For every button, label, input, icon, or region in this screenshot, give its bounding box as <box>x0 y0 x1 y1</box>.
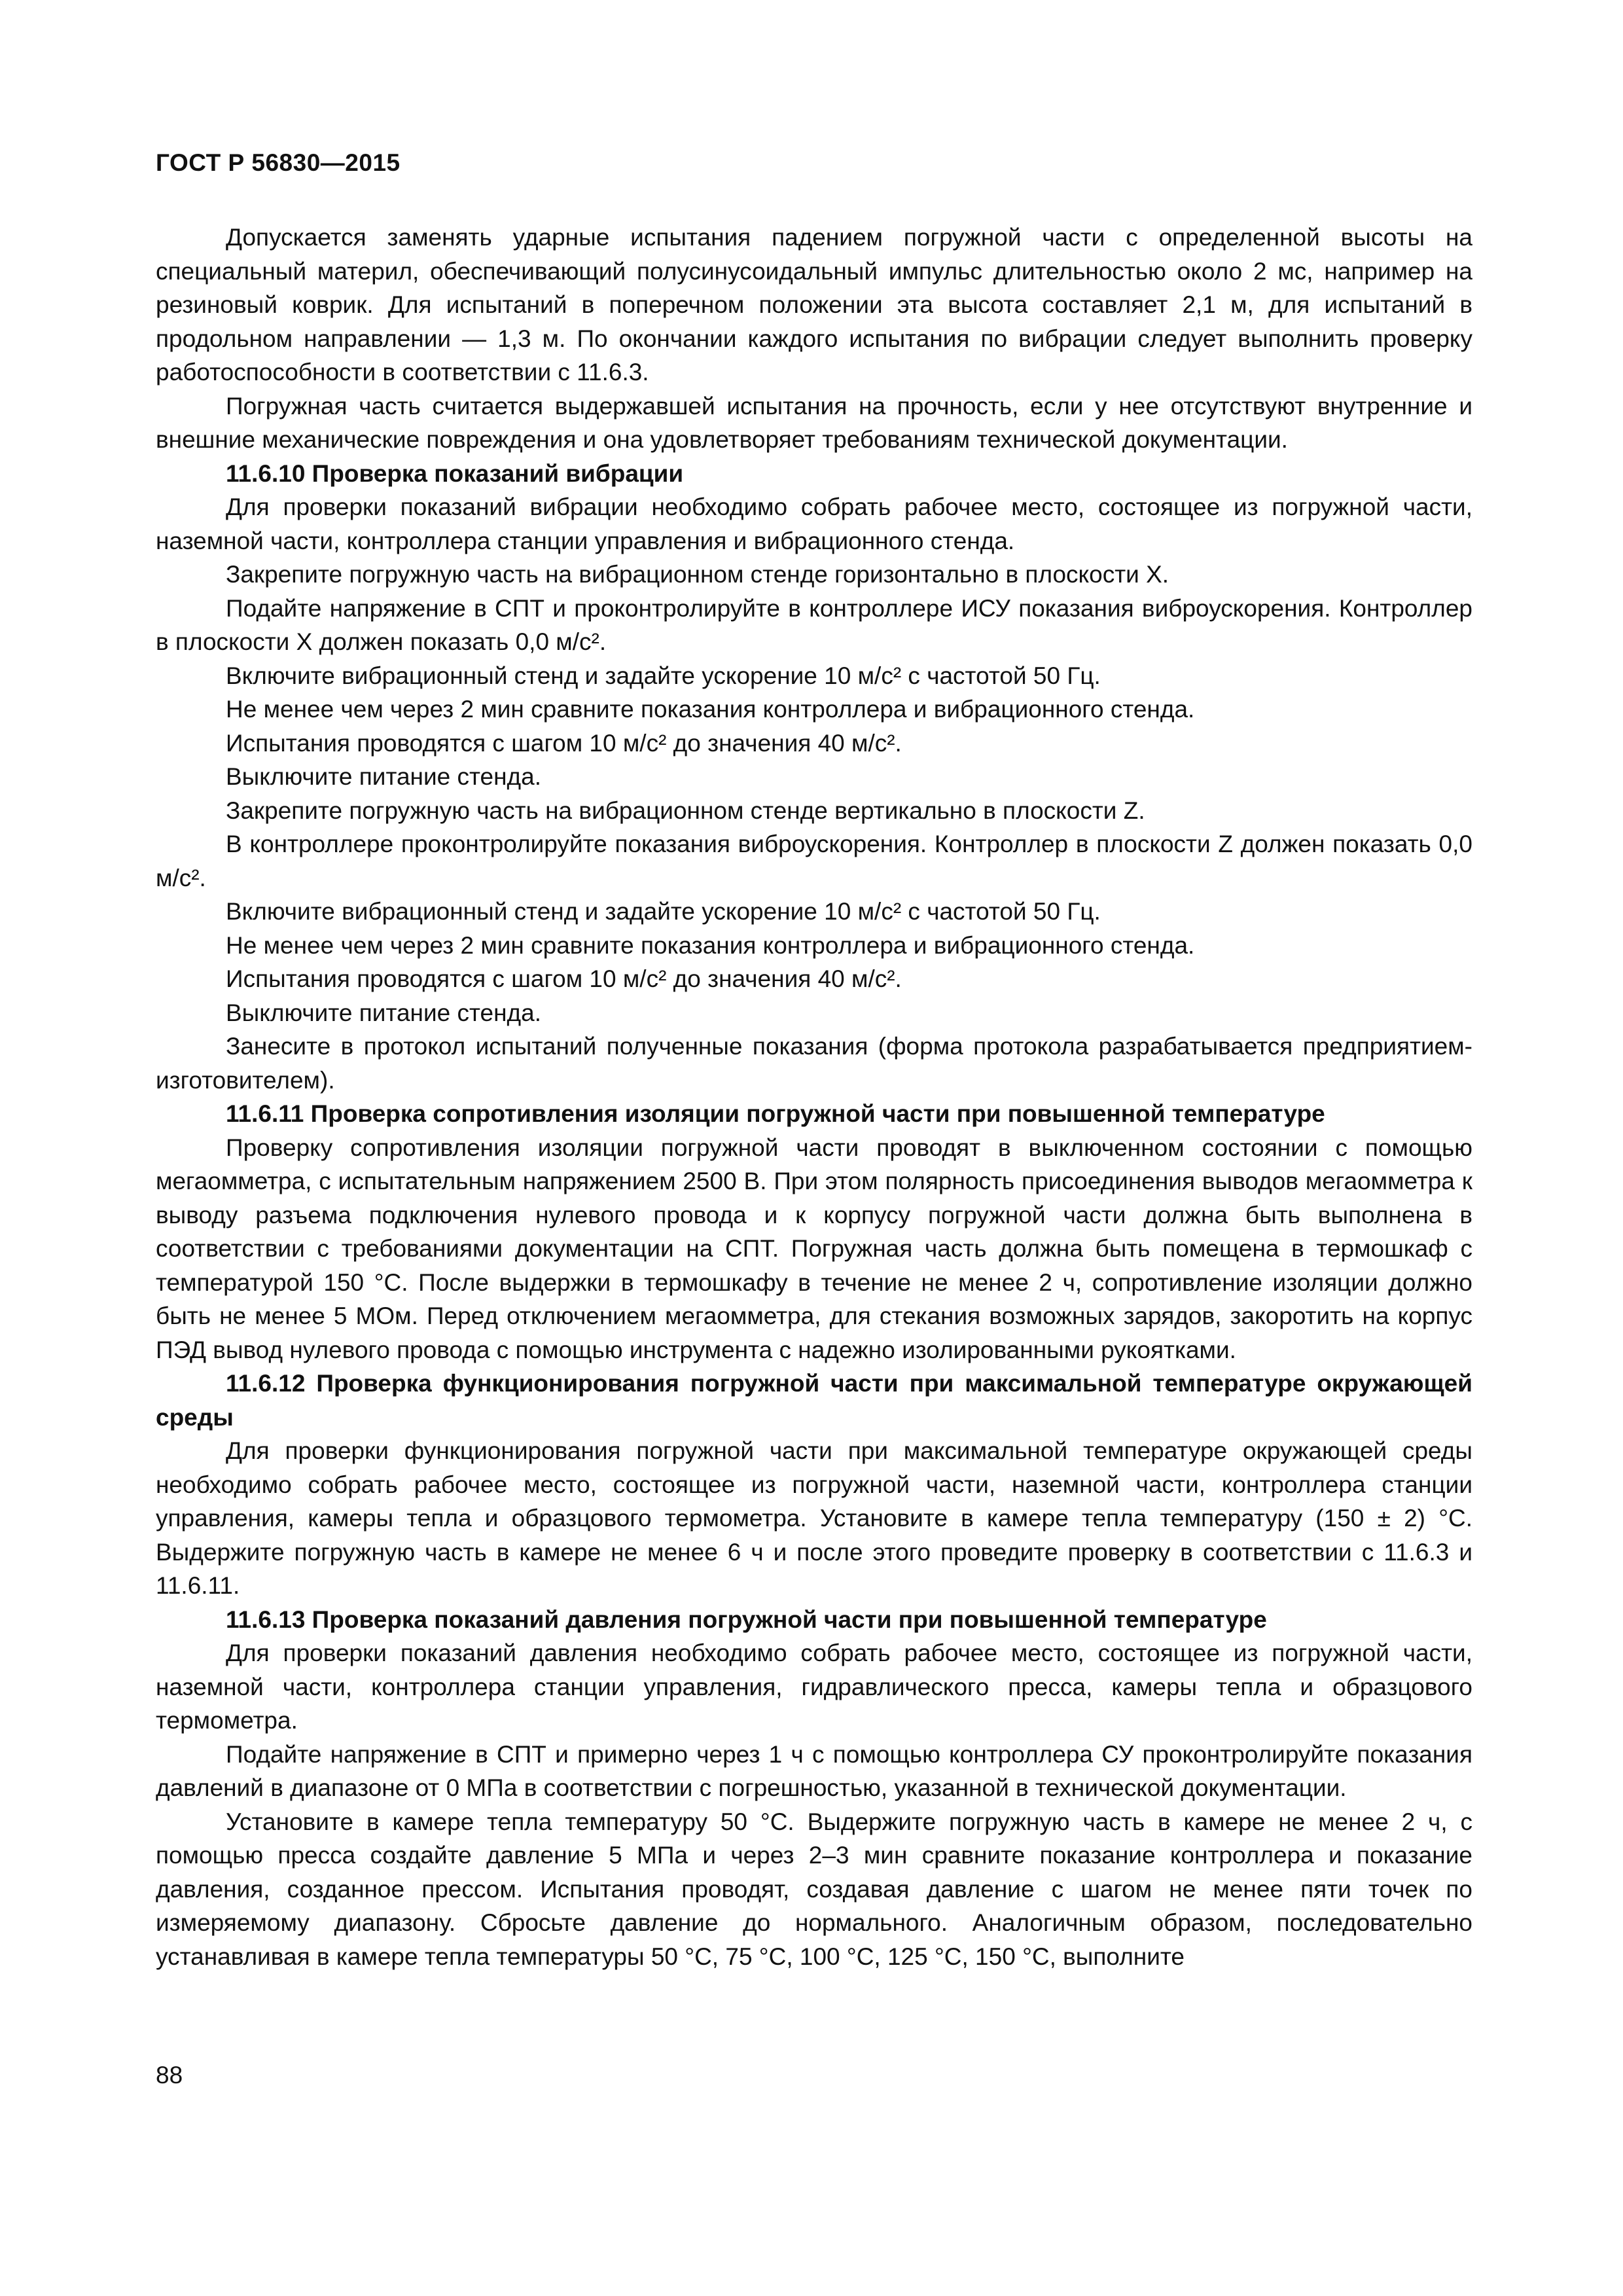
paragraph: Закрепите погружную часть на вибрационном стенде горизонтально в плоскости X. <box>226 561 1169 588</box>
paragraph: Выключите питание стенда. <box>226 763 541 790</box>
paragraph: Включите вибрационный стенд и задайте ускорение 10 м/с² с частотой 50 Гц. <box>226 662 1101 689</box>
document-body <box>156 221 1472 1973</box>
paragraph: Выключите питание стенда. <box>226 999 541 1026</box>
paragraph: Допускается заменять ударные испытания падением погружной части с определенной высоты на специальный материл, обеспечивающий полусинусоидальный импульс длительностью около 2 мс, например на резиновый коврик. Для испытаний в поперечном положении эта высота составляет 2,1 м, для испытаний в продольном направлении — 1,3 м. По окончании каждого испытания по вибрации следует выполнить проверку работоспособности в соответствии с 11.6.3. <box>156 224 1472 386</box>
paragraph: Занесите в протокол испытаний полученные показания (форма протокола разрабатывается предприятием-изготовителем). <box>156 1033 1472 1094</box>
document-page <box>156 0 1472 2296</box>
section-heading: 11.6.10 Проверка показаний вибрации <box>226 459 684 487</box>
section-heading: 11.6.12 Проверка функционирования погружной части при максимальной температуре окружающей среды <box>156 1370 1472 1431</box>
section-heading: 11.6.11 Проверка сопротивления изоляции погружной части при повышенной температуре <box>226 1100 1325 1127</box>
document-header: ГОСТ Р 56830—2015 <box>156 149 401 176</box>
paragraph: Для проверки показаний давления необходимо собрать рабочее место, состоящее из погружной части, наземной части, контроллера станции управления, гидравлического пресса, камеры тепла и образцового термометра. <box>156 1640 1472 1734</box>
paragraph: Для проверки показаний вибрации необходимо собрать рабочее место, состоящее из погружной части, наземной части, контроллера станции управления и вибрационного стенда. <box>156 493 1472 554</box>
paragraph: Включите вибрационный стенд и задайте ускорение 10 м/с² с частотой 50 Гц. <box>226 898 1101 925</box>
paragraph: Испытания проводятся с шагом 10 м/с² до значения 40 м/с². <box>226 729 902 757</box>
paragraph: В контроллере проконтролируйте показания виброускорения. Контроллер в плоскости Z должен показать 0,0 м/с². <box>156 831 1472 891</box>
page-number: 88 <box>156 2062 183 2089</box>
paragraph: Испытания проводятся с шагом 10 м/с² до значения 40 м/с². <box>226 965 902 992</box>
paragraph: Для проверки функционирования погружной части при максимальной температуре окружающей среды необходимо собрать рабочее место, состоящее из погружной части, наземной части, контроллера станции управления, камеры тепла и образцового термометра. Установите в камере тепла температуру (150 ± 2) °С. Выдержите погружную часть в камере не менее 6 ч и после этого проведите проверку в соответствии с 11.6.3 и 11.6.11. <box>156 1437 1472 1599</box>
paragraph: Не менее чем через 2 мин сравните показания контроллера и вибрационного стенда. <box>226 931 1195 959</box>
paragraph: Подайте напряжение в СПТ и примерно через 1 ч с помощью контроллера СУ проконтролируйте показания давлений в диапазоне от 0 МПа в соответствии с погрешностью, указанной в технической документации. <box>156 1740 1472 1801</box>
paragraph: Проверку сопротивления изоляции погружной части проводят в выключенном состоянии с помощью мегаомметра, с испытательным напряжением 2500 В. При этом полярность присоединения выводов мегаомметра к выводу разъема подключения нулевого провода и к корпусу погружной части должна быть выполнена в соответствии с требованиями документации на СПТ. Погружная часть должна быть помещена в термошкаф с температурой 150 °С. После выдержки в термошкафу в течение не менее 2 ч, сопротивление изоляции должно быть не менее 5 МОм. Перед отключением мегаомметра, для стекания возможных зарядов, закоротить на корпус ПЭД вывод нулевого провода с помощью инструмента с надежно изолированными рукоятками. <box>156 1134 1472 1363</box>
paragraph: Погружная часть считается выдержавшей испытания на прочность, если у нее отсутствуют внутренние и внешние механические повреждения и она удовлетворяет требованиям технической документации. <box>156 392 1472 453</box>
section-heading: 11.6.13 Проверка показаний давления погружной части при повышенной температуре <box>226 1605 1267 1633</box>
paragraph: Не менее чем через 2 мин сравните показания контроллера и вибрационного стенда. <box>226 696 1195 723</box>
paragraph: Подайте напряжение в СПТ и проконтролируйте в контроллере ИСУ показания виброускорения. Контроллер в плоскости X должен показать 0,0 м/с². <box>156 594 1472 655</box>
paragraph: Установите в камере тепла температуру 50 °С. Выдержите погружную часть в камере не менее 2 ч, с помощью пресса создайте давление 5 МПа и через 2–3 мин сравните показание контроллера и показание давления, созданное прессом. Испытания проводят, создавая давление с шагом не менее пяти точек по измеряемому диапазону. Сбросьте давление до нормального. Аналогичным образом, последовательно устанавливая в камере тепла температуры 50 °С, 75 °С, 100 °С, 125 °С, 150 °С, выполните <box>156 1808 1472 1970</box>
paragraph: Закрепите погружную часть на вибрационном стенде вертикально в плоскости Z. <box>226 797 1145 824</box>
